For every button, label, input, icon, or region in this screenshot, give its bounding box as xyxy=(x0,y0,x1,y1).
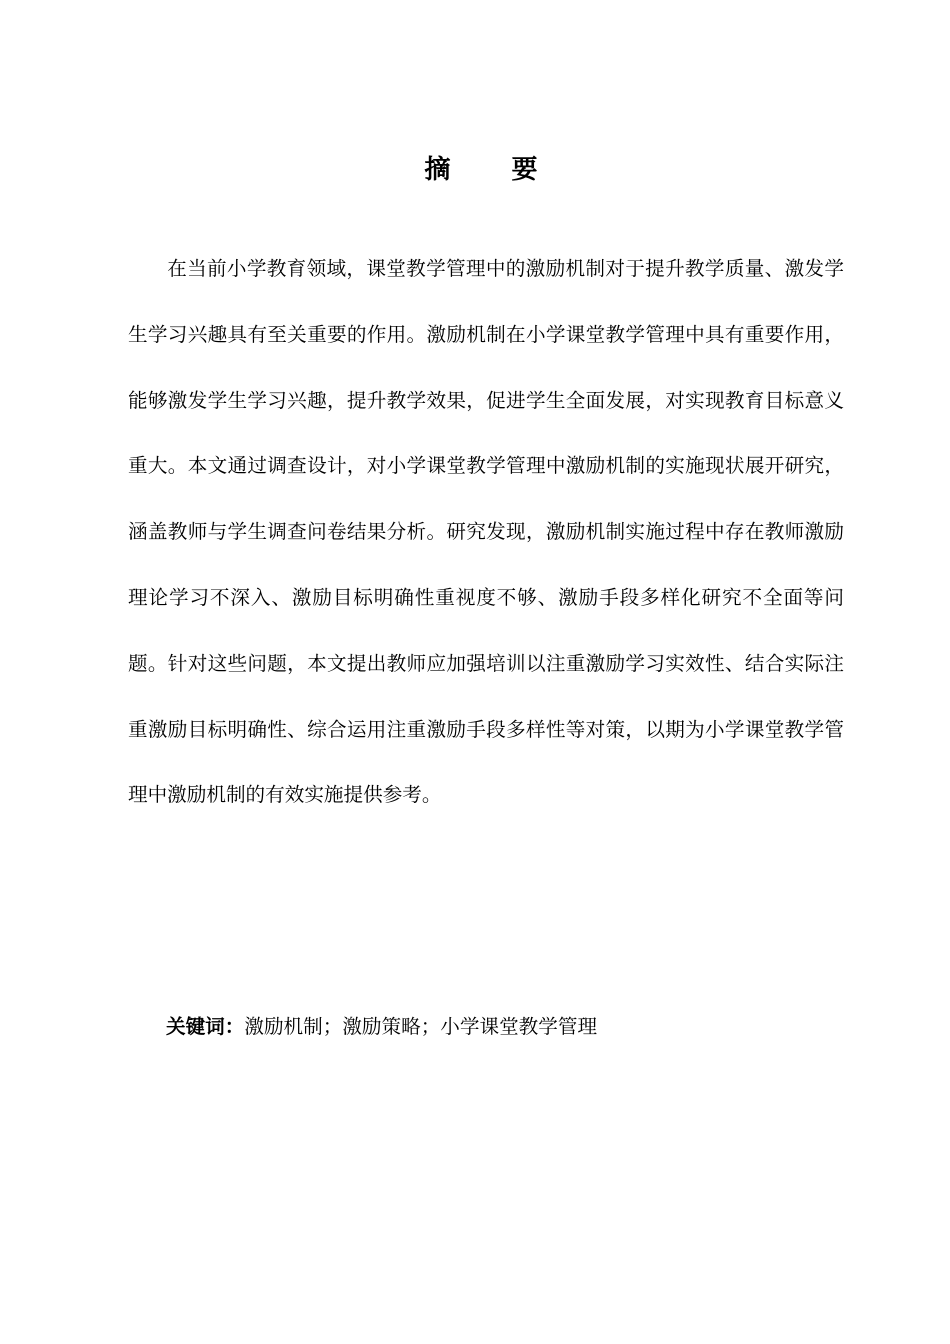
abstract-title: 摘 要 xyxy=(424,155,564,185)
keywords-label: 关键词： xyxy=(166,1015,245,1038)
keywords-values: 激励机制；激励策略；小学课堂教学管理 xyxy=(244,1015,598,1038)
abstract-body: 在当前小学教育领域，课堂教学管理中的激励机制对于提升教学质量、激发学生学习兴趣具有至关重要的作用。激励机制在小学课堂教学管理中具有重要作用，能够激发学生学习兴趣，提升教学效果，促进学生全面发展，对实现教育目标意义重大。本文通过调查设计，对小学课堂教学管理中激励机制的实施现状展开研究，涵盖教师与学生调查问卷结果分析。研究发现，激励机制实施过程中存在教师激励理论学习不深入、激励目标明确性重视度不够、激励手段多样化研究不全面等问题。针对这些问题，本文提出教师应加强培训以注重激励学习实效性、结合实际注重激励目标明确性、综合运用注重激励手段多样性等对策，以期为小学课堂教学管理中激励机制的有效实施提供参考。 xyxy=(128,257,844,807)
keywords-line xyxy=(166,1008,846,1046)
